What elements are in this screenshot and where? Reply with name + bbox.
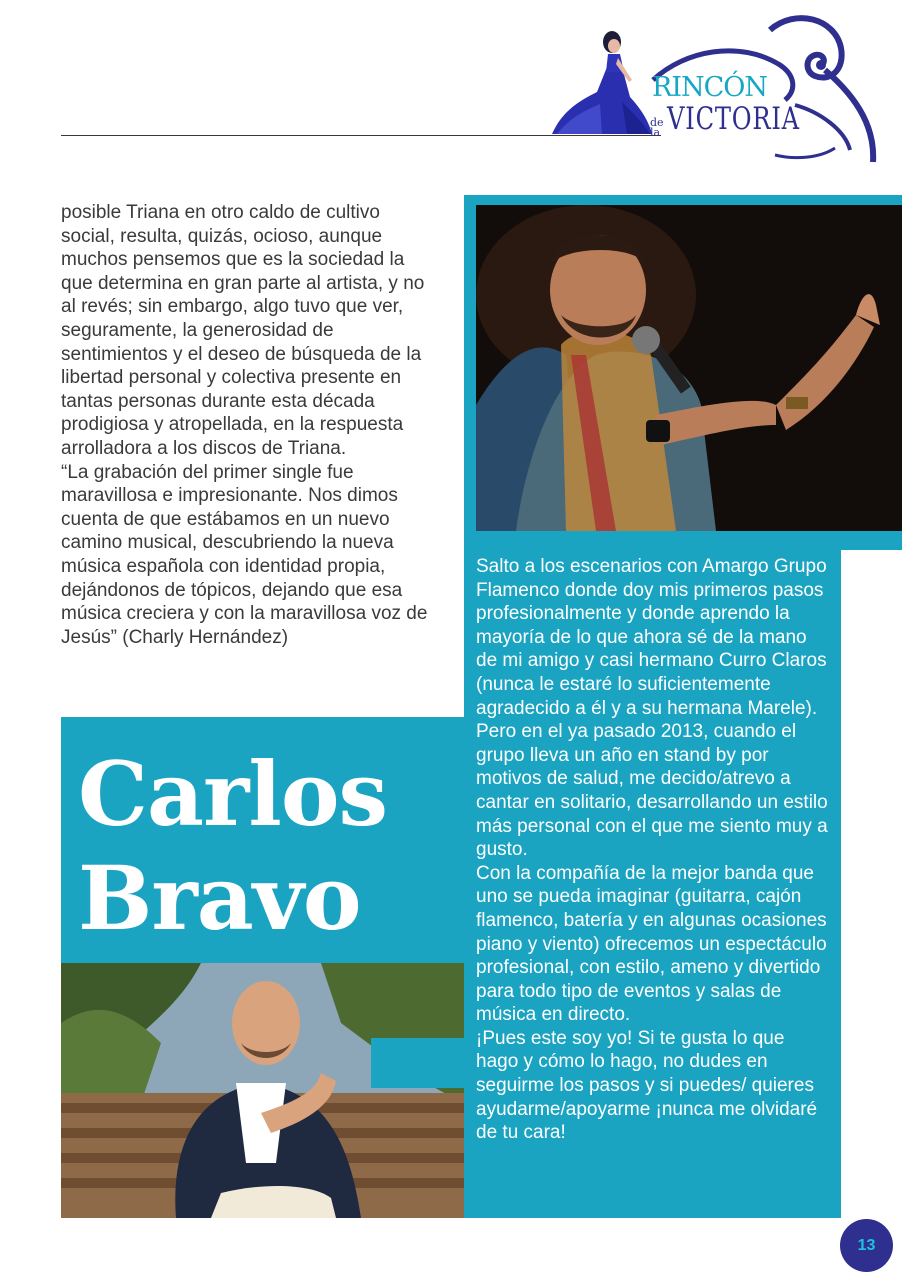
logo-victoria-text: VICTORIA: [667, 101, 800, 137]
article-title: [78, 742, 387, 950]
singer-photo: [476, 205, 902, 531]
right-paragraph-1: Salto a los escenarios con Amargo Grupo Flamenco donde doy mis primeros pasos profesionalmente y donde aprendo la mayoría de lo que ahora sé de la mano de mi amigo y casi hermano Curro Claros (nunca le estaré lo suficientemente agradecido a él y a su hermana Marele). Pero en el ya pasado 2013, cuando el grupo lleva un año en stand by por motivos de salud, me decido/atrevo a cantar en solitario, desarrollando un estilo más personal con el que me siento muy a gusto.: [476, 556, 828, 861]
logo-de-la-text: [650, 118, 664, 138]
accent-block: [371, 1038, 464, 1088]
logo-la: la: [650, 126, 661, 139]
right-article-text: [476, 555, 831, 1145]
flamenco-dancer-illustration: [552, 22, 652, 134]
left-article-text: [61, 201, 439, 649]
logo-rincon-text: RINCÓN: [652, 72, 768, 103]
right-paragraph-3: ¡Pues este soy yo! Si te gusta lo que hago y cómo lo hago, no dudes en seguirme los pasos y si puedes/ quieres ayudarme/apoyarme ¡nunca me olvidaré de tu cara!: [476, 1027, 818, 1144]
title-line-carlos: Carlos: [78, 742, 388, 846]
title-line-bravo: Bravo: [78, 846, 361, 950]
right-paragraph-2: Con la compañía de la mejor banda que uno se pueda imaginar (guitarra, cajón flamenco, batería y en algunas ocasiones piano y viento) ofrecemos un espectáculo profesional, con estilo, ameno y divertido para todo tipo de eventos y salas de música en directo.: [476, 862, 827, 1026]
left-paragraph-2: “La grabación del primer single fue maravillosa e impresionante. Nos dimos cuenta de que estábamos en un nuevo camino musical, descubriendo la nueva música española con identidad propia, dejándonos de tópicos, dejando que esa música creciera y con la maravillosa voz de Jesús” (Charly Hernández): [61, 461, 428, 648]
page-number: 13: [857, 1236, 876, 1254]
logo-de: de: [650, 116, 664, 129]
header-rule: [61, 135, 661, 136]
left-paragraph-1: posible Triana en otro caldo de cultivo social, resulta, quizás, ocioso, aunque muchos pensemos que es la sociedad la que determina en gran parte al artista, y no al revés; sin embargo, algo tuvo que ver, seguramente, la generosidad de sentimientos y el deseo de búsqueda de la libertad personal y colectiva presente en tantas personas durante esta década prodigiosa y atropellada, en la respuesta arrolladora a los discos de Triana.: [61, 202, 425, 459]
bench-portrait-photo: [61, 963, 464, 1218]
page-number-badge: [840, 1219, 893, 1272]
